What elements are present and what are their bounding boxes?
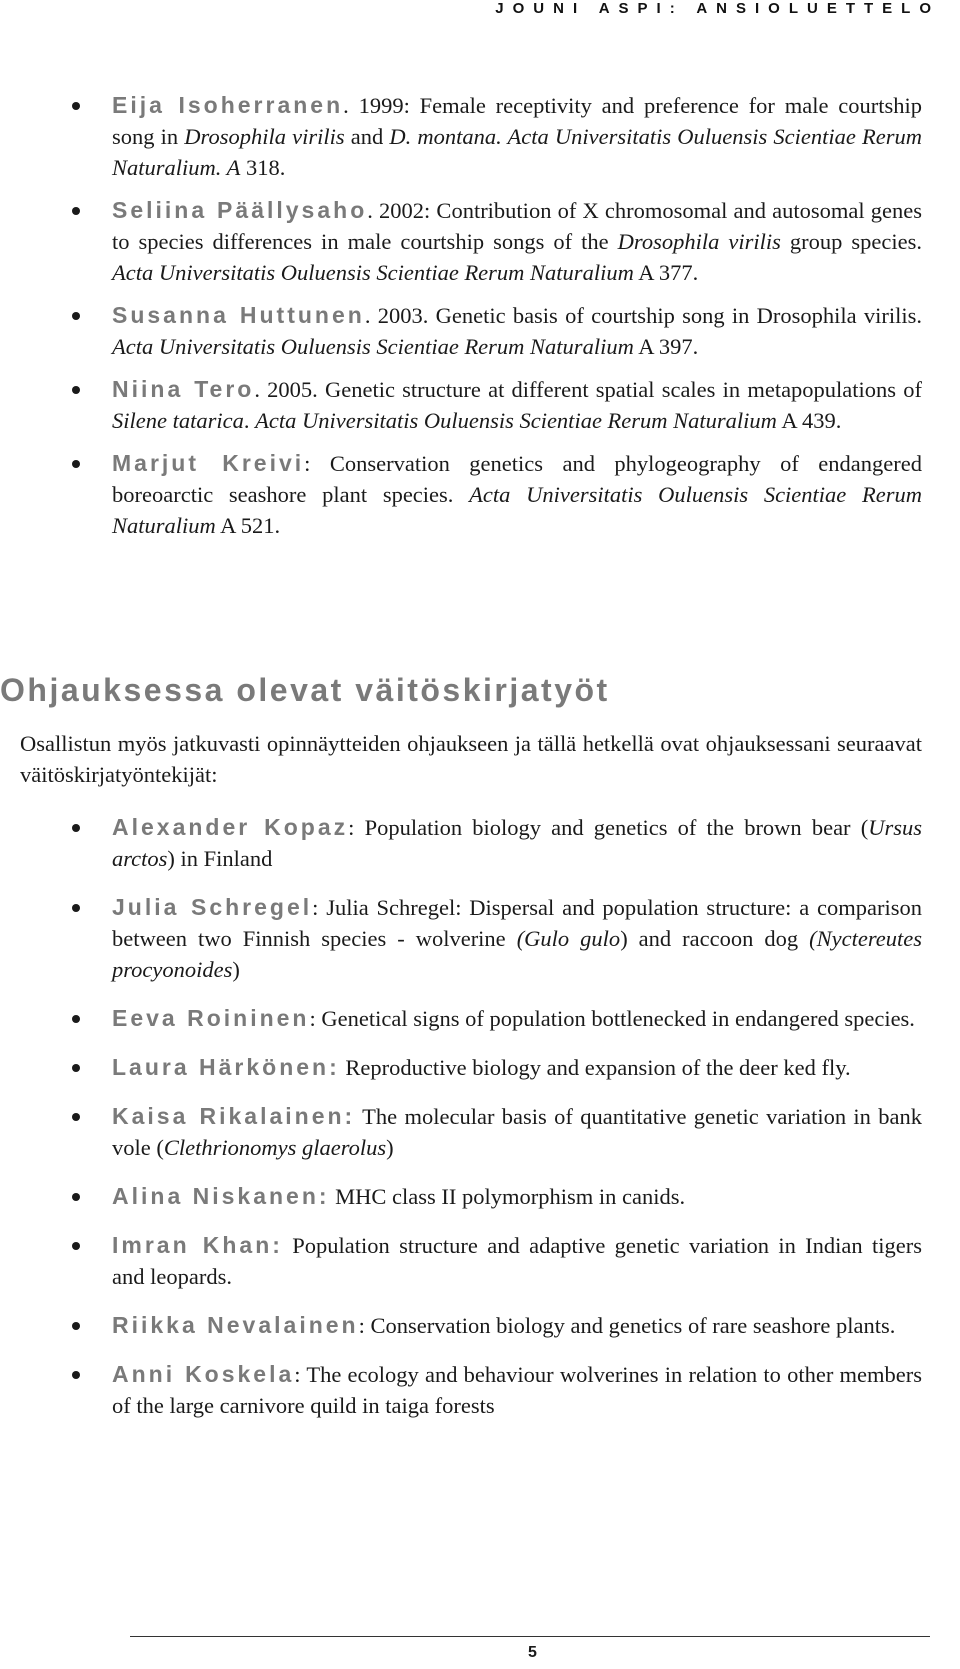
page-number: 5 xyxy=(528,1644,537,1661)
list-item: Alexander Kopaz: Population biology and genetics of the brown bear (Ursus arctos) in Finland xyxy=(0,812,960,874)
bullet-icon xyxy=(72,1371,80,1379)
student-name: Kaisa Rikalainen: xyxy=(112,1103,356,1129)
list-item: Julia Schregel: Julia Schregel: Dispersal and population structure: a comparison between two Finnish species - wolverine (Gulo gulo) and raccoon dog (Nyctereutes procyonoides) xyxy=(0,892,960,985)
footer-divider xyxy=(130,1636,930,1637)
running-header: JOUNI ASPI: ANSIOLUETTELO xyxy=(495,0,940,17)
list-item: Imran Khan: Population structure and adaptive genetic variation in Indian tigers and leopards. xyxy=(0,1230,960,1292)
author-name: Eija Isoherranen xyxy=(112,92,344,118)
student-name: Imran Khan: xyxy=(112,1232,283,1258)
bullet-icon xyxy=(72,207,80,215)
publication-list xyxy=(0,90,960,553)
bullet-icon xyxy=(72,824,80,832)
bullet-icon xyxy=(72,1113,80,1121)
list-item: Eija Isoherranen. 1999: Female receptivity and preference for male courtship song in Drosophila virilis and D. montana. Acta Universitatis Ouluensis Scientiae Rerum Naturalium. A 318. xyxy=(0,90,960,183)
list-item: Riikka Nevalainen: Conservation biology and genetics of rare seashore plants. xyxy=(0,1310,960,1341)
bullet-icon xyxy=(72,312,80,320)
list-item: Susanna Huttunen. 2003. Genetic basis of courtship song in Drosophila virilis. Acta Universitatis Ouluensis Scientiae Rerum Naturalium A 397. xyxy=(0,300,960,362)
student-name: Eeva Roininen xyxy=(112,1005,310,1031)
list-item: Laura Härkönen: Reproductive biology and expansion of the deer ked fly. xyxy=(0,1052,960,1083)
bullet-icon xyxy=(72,1015,80,1023)
bullet-icon xyxy=(72,386,80,394)
list-item: Seliina Päällysaho. 2002: Contribution of X chromosomal and autosomal genes to species differences in male courtship songs of the Drosophila virilis group species. Acta Universitatis Ouluensis Scientiae Rerum Naturalium A 377. xyxy=(0,195,960,288)
bullet-icon xyxy=(72,904,80,912)
student-list xyxy=(0,812,960,1439)
bullet-icon xyxy=(72,102,80,110)
list-item: Niina Tero. 2005. Genetic structure at different spatial scales in metapopulations of Silene tatarica. Acta Universitatis Ouluensis Scientiae Rerum Naturalium A 439. xyxy=(0,374,960,436)
list-item: Eeva Roininen: Genetical signs of population bottlenecked in endangered species. xyxy=(0,1003,960,1034)
author-name: Seliina Päällysaho xyxy=(112,197,368,223)
list-item: Marjut Kreivi: Conservation genetics and phylogeography of endangered boreoarctic seashore plant species. Acta Universitatis Ouluensis Scientiae Rerum Naturalium A 521. xyxy=(0,448,960,541)
list-item: Alina Niskanen: MHC class II polymorphism in canids. xyxy=(0,1181,960,1212)
list-item: Anni Koskela: The ecology and behaviour wolverines in relation to other members of the large carnivore quild in taiga forests xyxy=(0,1359,960,1421)
bullet-icon xyxy=(72,460,80,468)
section-title: Ohjauksessa olevat väitöskirjatyöt xyxy=(0,672,610,708)
bullet-icon xyxy=(72,1322,80,1330)
list-item: Kaisa Rikalainen: The molecular basis of quantitative genetic variation in bank vole (Clethrionomys glaerolus) xyxy=(0,1101,960,1163)
bullet-icon xyxy=(72,1242,80,1250)
student-name: Alina Niskanen: xyxy=(112,1183,330,1209)
student-name: Alexander Kopaz xyxy=(112,814,349,840)
author-name: Niina Tero xyxy=(112,376,255,402)
bullet-icon xyxy=(72,1193,80,1201)
student-name: Riikka Nevalainen xyxy=(112,1312,359,1338)
student-name: Laura Härkönen: xyxy=(112,1054,340,1080)
author-name: Marjut Kreivi xyxy=(112,450,305,476)
section-intro: Osallistun myös jatkuvasti opinnäytteiden ohjaukseen ja tällä hetkellä ovat ohjauksessani seuraavat väitöskirjatyöntekijät: xyxy=(20,731,922,787)
author-name: Susanna Huttunen xyxy=(112,302,365,328)
student-name: Julia Schregel xyxy=(112,894,313,920)
bullet-icon xyxy=(72,1064,80,1072)
student-name: Anni Koskela xyxy=(112,1361,295,1387)
